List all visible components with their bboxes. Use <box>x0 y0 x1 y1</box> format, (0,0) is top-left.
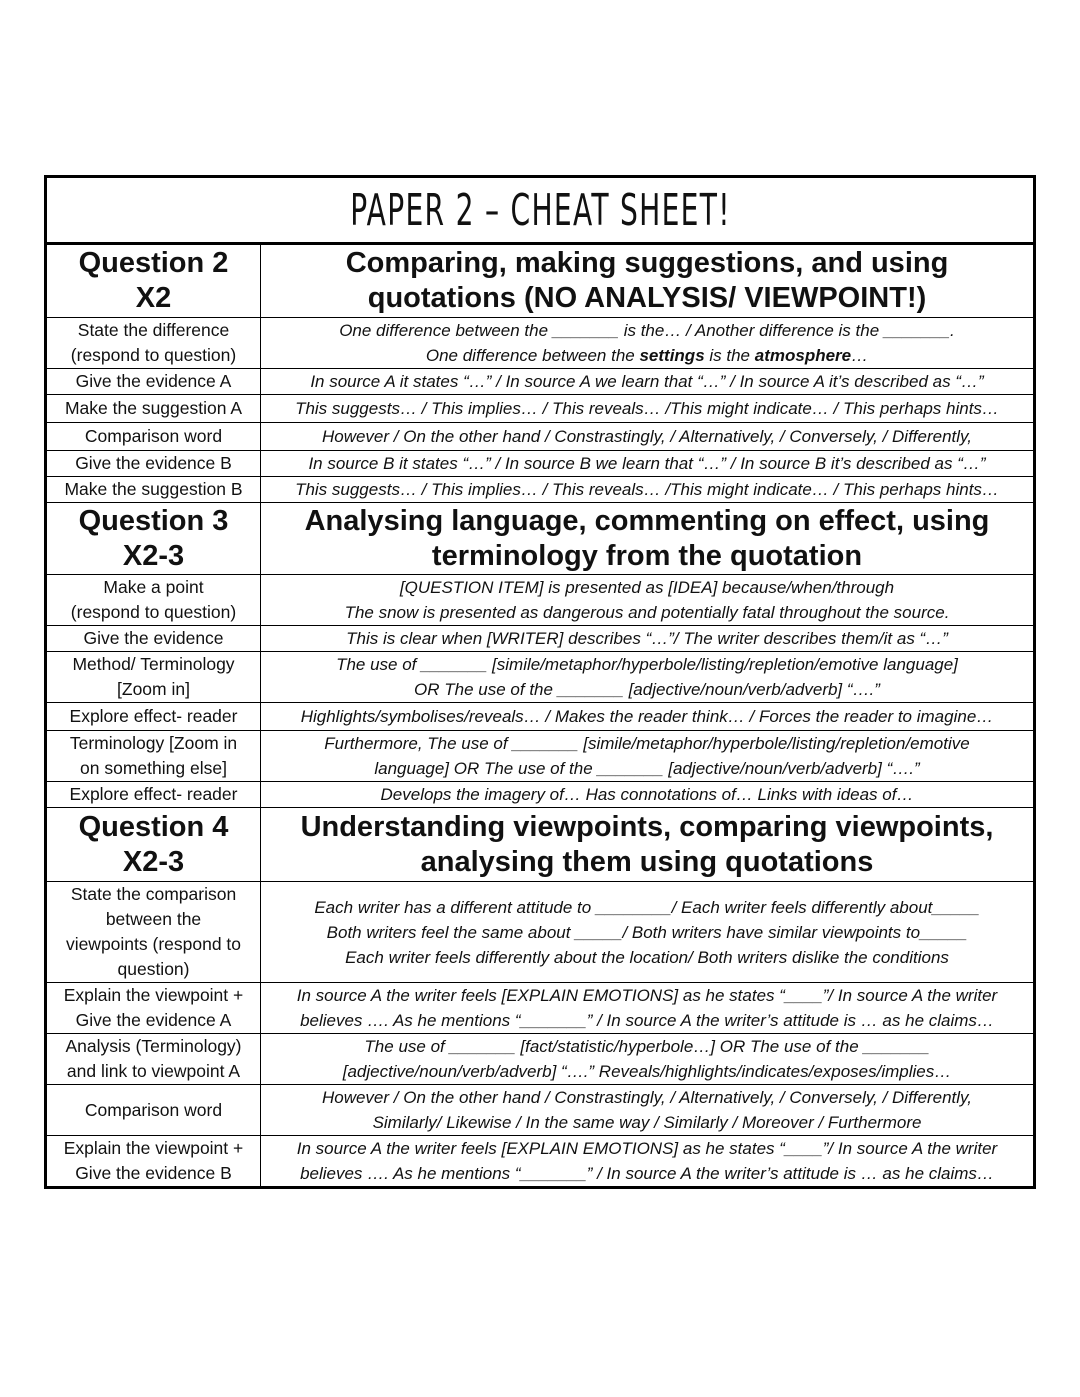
title-row <box>46 177 1035 244</box>
step-label: Give the evidence <box>83 628 224 648</box>
step-label-cell <box>46 369 261 395</box>
step-label-cell <box>46 703 261 731</box>
step-label: Make a point <box>103 577 204 597</box>
sentence-starter: This is clear when [WRITER] describes “…”/ The writer describes them/it as “…” <box>346 629 948 648</box>
step-label: [Zoom in] <box>117 679 190 699</box>
guide-row <box>46 882 1035 983</box>
sentence-starter: The use of _______ [simile/metaphor/hyperbole/listing/repletion/emotive language] <box>336 655 958 674</box>
step-label-cell <box>46 652 261 703</box>
guide-row <box>46 318 1035 369</box>
step-label: Give the evidence A <box>75 371 232 391</box>
guide-row <box>46 731 1035 782</box>
guide-row <box>46 423 1035 451</box>
step-label: Give the evidence B <box>75 453 232 473</box>
sentence-starter-cell <box>261 1034 1035 1085</box>
guide-row <box>46 1136 1035 1188</box>
question-number: X2-3 <box>122 539 185 572</box>
sentence-starter: This suggests… / This implies… / This reveals… /This might indicate… / This perhaps hints… <box>295 480 999 499</box>
sentence-starter: Both writers feel the same about _____/ Both writers have similar viewpoints to_____ <box>326 922 968 942</box>
step-label: viewpoints (respond to <box>65 934 242 954</box>
sentence-starter: One difference between the settings is the atmosphere… <box>425 346 869 365</box>
guide-row <box>46 1085 1035 1136</box>
question-heading: quotations (NO ANALYSIS/ VIEWPOINT!) <box>367 282 927 314</box>
sentence-starter-cell <box>261 1136 1035 1188</box>
guide-row <box>46 395 1035 423</box>
step-label-cell <box>46 1034 261 1085</box>
step-label: Make the suggestion A <box>64 398 243 418</box>
sentence-starter-cell <box>261 423 1035 451</box>
sentence-starter-cell <box>261 703 1035 731</box>
step-label: Explain the viewpoint + <box>63 985 244 1005</box>
guide-row <box>46 626 1035 652</box>
step-label-cell <box>46 1136 261 1188</box>
sentence-starter-cell <box>261 369 1035 395</box>
step-label: State the difference <box>77 320 230 340</box>
sentence-starter: OR The use of the _______ [adjective/noun/verb/adverb] “….” <box>414 680 880 699</box>
sentence-starter: The use of _______ [fact/statistic/hyperbole…] OR The use of the _______ <box>364 1037 930 1056</box>
sentence-starter: [QUESTION ITEM] is presented as [IDEA] because/when/through <box>399 578 895 597</box>
sentence-starter: Highlights/symbolises/reveals… / Makes the reader think… / Forces the reader to imagine… <box>300 707 994 726</box>
step-label-cell <box>46 983 261 1034</box>
step-label: Method/ Terminology <box>72 654 235 674</box>
question-heading-cell <box>261 503 1035 575</box>
step-label-cell <box>46 395 261 423</box>
step-label: Comparison word <box>84 426 223 446</box>
step-label: Explore effect- reader <box>69 784 238 804</box>
guide-row <box>46 782 1035 808</box>
question-heading-cell <box>261 808 1035 882</box>
step-label-cell <box>46 882 261 983</box>
sentence-starter: However / On the other hand / Constrastingly, / Alternatively, / Conversely, / Differently, <box>321 427 973 446</box>
step-label: and link to viewpoint A <box>66 1061 241 1081</box>
sentence-starter-cell <box>261 318 1035 369</box>
step-label: State the comparison <box>70 884 237 904</box>
question-heading: analysing them using quotations <box>420 845 874 878</box>
question-number: Question 2 <box>78 247 229 279</box>
sentence-starter-cell <box>261 477 1035 503</box>
sentence-starter: In source A the writer feels [EXPLAIN EMOTIONS] as he states “____”/ In source A the writer <box>296 1139 998 1158</box>
sentence-starter: [adjective/noun/verb/adverb] “….” Reveals/highlights/indicates/exposes/implies… <box>342 1062 952 1081</box>
guide-row <box>46 369 1035 395</box>
sentence-starter: believes …. As he mentions “_______” / In source A the writer’s attitude is … as he claims… <box>300 1164 994 1183</box>
step-label-cell <box>46 782 261 808</box>
sentence-starter: believes …. As he mentions “_______” / In source A the writer’s attitude is … as he claims… <box>300 1011 994 1030</box>
step-label: Explain the viewpoint + <box>63 1138 244 1158</box>
step-label: question) <box>117 959 190 979</box>
guide-row <box>46 575 1035 626</box>
question-heading: Analysing language, commenting on effect, using <box>304 504 990 537</box>
sentence-starter: Each writer has a different attitude to ________/ Each writer feels differently about_____ <box>314 897 980 917</box>
sentence-starter-cell <box>261 626 1035 652</box>
guide-row <box>46 652 1035 703</box>
sentence-starter-cell <box>261 983 1035 1034</box>
step-label: on something else] <box>80 758 227 778</box>
guide-row <box>46 1034 1035 1085</box>
step-label: Analysis (Terminology) <box>65 1036 242 1056</box>
cheat-sheet-table <box>44 175 1036 1189</box>
question-number: X2-3 <box>122 845 185 878</box>
sheet-title: PAPER 2 – CHEAT SHEET! <box>349 184 731 236</box>
sentence-starter-cell <box>261 731 1035 782</box>
step-label: Explore effect- reader <box>69 706 238 726</box>
sentence-starter-cell <box>261 575 1035 626</box>
guide-row <box>46 451 1035 477</box>
emphasis-atmosphere: atmosphere <box>754 346 852 365</box>
step-label: Make the suggestion B <box>64 479 243 499</box>
question-heading: Comparing, making suggestions, and using <box>345 247 949 279</box>
sheet-title-cell <box>135 177 946 244</box>
step-label-cell <box>46 575 261 626</box>
sentence-starter: However / On the other hand / Constrastingly, / Alternatively, / Conversely, / Differently, <box>321 1088 973 1107</box>
sentence-starter: In source B it states “…” / In source B we learn that “…” / In source B it’s described as “…” <box>308 454 986 473</box>
step-label-cell <box>46 626 261 652</box>
question-number-cell <box>46 808 261 882</box>
step-label-cell <box>46 1085 261 1136</box>
guide-row <box>46 703 1035 731</box>
sentence-starter: Furthermore, The use of _______ [simile/metaphor/hyperbole/listing/repletion/emotive <box>324 734 970 753</box>
question-heading: terminology from the quotation <box>431 539 863 572</box>
step-label: Give the evidence A <box>75 1010 232 1030</box>
step-label-cell <box>46 731 261 782</box>
sentence-starter-cell <box>261 451 1035 477</box>
sentence-starter: One difference between the _______ is the… / Another difference is the _______. <box>339 321 955 340</box>
step-label: Comparison word <box>84 1099 223 1120</box>
question-header-row <box>46 808 1035 882</box>
sentence-starter: In source A it states “…” / In source A we learn that “…” / In source A it’s described as “…” <box>310 372 984 391</box>
cheat-sheet-body <box>46 177 1035 1188</box>
sentence-starter-cell <box>261 882 1035 983</box>
sentence-starter-cell <box>261 1085 1035 1136</box>
guide-row <box>46 477 1035 503</box>
question-header-row <box>46 244 1035 318</box>
step-label-cell <box>46 423 261 451</box>
step-label: (respond to question) <box>70 345 237 365</box>
question-number: Question 4 <box>78 810 229 843</box>
question-header-row <box>46 503 1035 575</box>
step-label: Terminology [Zoom in <box>69 733 238 753</box>
question-heading-cell <box>261 244 1035 318</box>
step-label: between the <box>105 909 202 929</box>
sentence-starter-cell <box>261 395 1035 423</box>
emphasis-settings: settings <box>639 346 705 365</box>
question-number: X2 <box>135 282 172 314</box>
sentence-starter: Each writer feels differently about the location/ Both writers dislike the conditions <box>345 947 949 967</box>
question-heading: Understanding viewpoints, comparing viewpoints, <box>300 810 994 843</box>
sentence-starter: This suggests… / This implies… / This reveals… /This might indicate… / This perhaps hints… <box>295 399 999 418</box>
step-label: Give the evidence B <box>75 1163 232 1183</box>
question-number-cell <box>46 244 261 318</box>
step-label-cell <box>46 318 261 369</box>
sentence-starter: Develops the imagery of… Has connotations of… Links with ideas of… <box>380 785 914 804</box>
sentence-starter-cell <box>261 652 1035 703</box>
sentence-starter: In source A the writer feels [EXPLAIN EMOTIONS] as he states “____”/ In source A the writer <box>296 986 998 1005</box>
sentence-starter: The snow is presented as dangerous and potentially fatal throughout the source. <box>344 603 950 622</box>
question-number-cell <box>46 503 261 575</box>
step-label-cell <box>46 451 261 477</box>
sentence-starter-cell <box>261 782 1035 808</box>
question-number: Question 3 <box>78 504 229 537</box>
step-label: (respond to question) <box>70 602 237 622</box>
sentence-starter: Similarly/ Likewise / In the same way / Similarly / Moreover / Furthermore <box>372 1113 922 1132</box>
step-label-cell <box>46 477 261 503</box>
sentence-starter: language] OR The use of the _______ [adjective/noun/verb/adverb] “….” <box>374 759 920 778</box>
guide-row <box>46 983 1035 1034</box>
